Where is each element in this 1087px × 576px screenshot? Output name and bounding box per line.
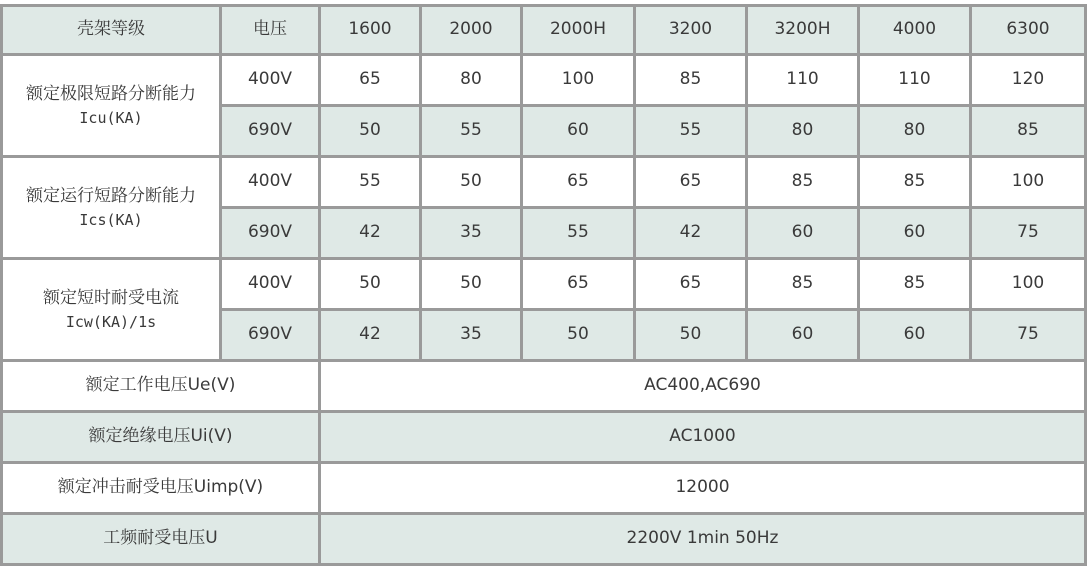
value-cell: 85 — [747, 157, 859, 208]
value-cell: 55 — [320, 157, 421, 208]
value-cell: 60 — [522, 106, 635, 157]
value-cell: 55 — [522, 208, 635, 259]
rated-impulse-voltage-value: 12000 — [320, 463, 1086, 514]
value-cell: 80 — [859, 106, 971, 157]
ics-label: 额定运行短路分断能力 — [26, 185, 196, 206]
value-cell: 60 — [747, 208, 859, 259]
value-cell: 100 — [971, 157, 1086, 208]
power-frequency-withstand-value: 2200V 1min 50Hz — [320, 514, 1086, 565]
value-cell: 60 — [859, 208, 971, 259]
value-cell: 120 — [971, 55, 1086, 106]
model-header: 3200H — [747, 6, 859, 55]
value-cell: 85 — [635, 55, 747, 106]
value-cell: 50 — [320, 106, 421, 157]
value-cell: 85 — [859, 157, 971, 208]
table-row — [2, 55, 1086, 106]
value-cell: 80 — [421, 55, 522, 106]
value-cell: 42 — [635, 208, 747, 259]
icu-unit: Icu(KA) — [79, 108, 143, 127]
voltage-cell: 400V — [221, 55, 320, 106]
voltage-cell: 400V — [221, 259, 320, 310]
ics-unit: Ics(KA) — [79, 210, 143, 229]
value-cell: 50 — [320, 259, 421, 310]
icw-unit: Icw(KA)/1s — [65, 312, 157, 331]
model-header: 2000H — [522, 6, 635, 55]
icu-label-cell — [2, 55, 221, 157]
value-cell: 55 — [421, 106, 522, 157]
icw-label: 额定短时耐受电流 — [43, 287, 179, 308]
value-cell: 65 — [522, 157, 635, 208]
value-cell: 50 — [421, 259, 522, 310]
voltage-header: 电压 — [221, 6, 320, 55]
value-cell: 85 — [971, 106, 1086, 157]
value-cell: 60 — [859, 310, 971, 361]
model-header: 6300 — [971, 6, 1086, 55]
header-row — [2, 6, 1086, 55]
value-cell: 85 — [747, 259, 859, 310]
value-cell: 100 — [522, 55, 635, 106]
rated-insulation-voltage-value: AC1000 — [320, 412, 1086, 463]
rated-impulse-voltage-label: 额定冲击耐受电压Uimp(V) — [2, 463, 320, 514]
voltage-cell: 400V — [221, 157, 320, 208]
model-header: 2000 — [421, 6, 522, 55]
value-cell: 75 — [971, 208, 1086, 259]
value-cell: 60 — [747, 310, 859, 361]
value-cell: 85 — [859, 259, 971, 310]
ics-label-cell — [2, 157, 221, 259]
model-header: 1600 — [320, 6, 421, 55]
power-frequency-withstand-label: 工频耐受电压U — [2, 514, 320, 565]
value-cell: 65 — [522, 259, 635, 310]
value-cell: 35 — [421, 310, 522, 361]
icu-label: 额定极限短路分断能力 — [26, 83, 196, 104]
value-cell: 80 — [747, 106, 859, 157]
breaker-spec-table — [0, 4, 1087, 566]
value-cell: 75 — [971, 310, 1086, 361]
value-cell: 110 — [747, 55, 859, 106]
value-cell: 42 — [320, 310, 421, 361]
value-cell: 50 — [421, 157, 522, 208]
value-cell: 50 — [522, 310, 635, 361]
table-row — [2, 259, 1086, 310]
value-cell: 55 — [635, 106, 747, 157]
model-header: 3200 — [635, 6, 747, 55]
value-cell: 100 — [971, 259, 1086, 310]
value-cell: 65 — [635, 259, 747, 310]
icw-label-cell — [2, 259, 221, 361]
value-cell: 50 — [635, 310, 747, 361]
table-row — [2, 157, 1086, 208]
spec-row — [2, 514, 1086, 565]
frame-grade-header: 壳架等级 — [2, 6, 221, 55]
value-cell: 42 — [320, 208, 421, 259]
voltage-cell: 690V — [221, 208, 320, 259]
rated-working-voltage-value: AC400,AC690 — [320, 361, 1086, 412]
model-header: 4000 — [859, 6, 971, 55]
spec-row — [2, 361, 1086, 412]
spec-row — [2, 412, 1086, 463]
spec-row — [2, 463, 1086, 514]
voltage-cell: 690V — [221, 310, 320, 361]
value-cell: 65 — [320, 55, 421, 106]
value-cell: 110 — [859, 55, 971, 106]
value-cell: 35 — [421, 208, 522, 259]
voltage-cell: 690V — [221, 106, 320, 157]
rated-working-voltage-label: 额定工作电压Ue(V) — [2, 361, 320, 412]
value-cell: 65 — [635, 157, 747, 208]
rated-insulation-voltage-label: 额定绝缘电压Ui(V) — [2, 412, 320, 463]
